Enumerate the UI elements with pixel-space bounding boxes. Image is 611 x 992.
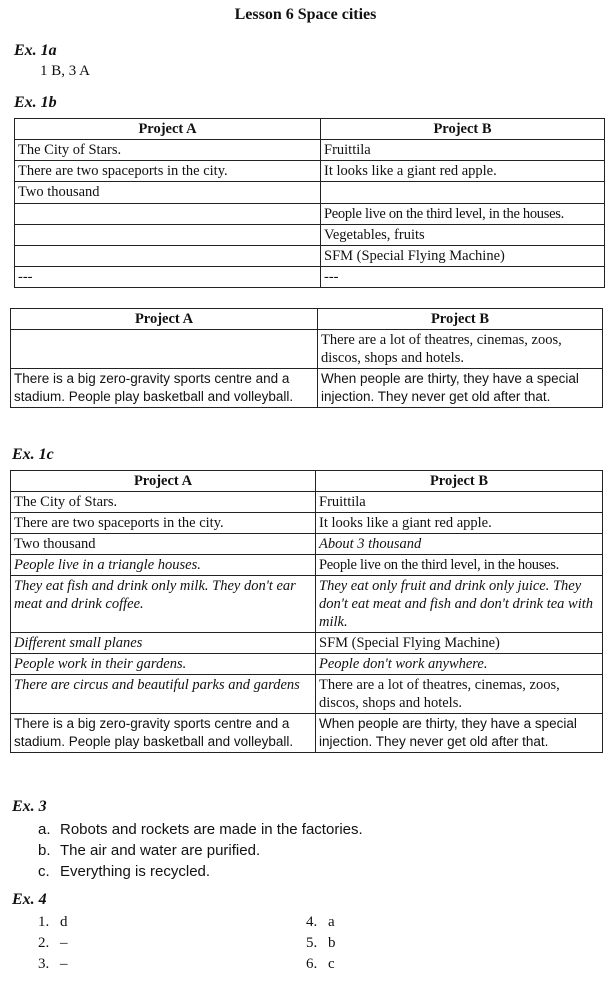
table-cell: There are circus and beautiful parks and gardens (11, 675, 316, 714)
table-cell: People live on the third level, in the houses. (316, 555, 603, 576)
answer-value: – (60, 935, 68, 951)
list-item-text: The air and water are purified. (60, 842, 261, 859)
table-header-row (15, 119, 605, 140)
list-marker: 2. (38, 935, 50, 951)
list-item (38, 861, 363, 882)
table-cell: The City of Stars. (11, 492, 316, 513)
list-item (306, 912, 336, 933)
answer-value: b (328, 935, 336, 951)
table-row (15, 246, 605, 267)
table-cell: When people are thirty, they have a special injection. They never get old after that. (318, 369, 603, 408)
list-item-text: Everything is recycled. (60, 863, 211, 880)
list-marker: 6. (306, 956, 318, 972)
table-cell: The City of Stars. (15, 140, 321, 161)
ex1a-label: Ex. 1a (14, 42, 57, 59)
table-cell: It looks like a giant red apple. (316, 513, 603, 534)
table-cell: People live in a triangle houses. (11, 555, 316, 576)
list-item (306, 933, 336, 954)
answer-value: d (60, 914, 68, 930)
table-cell: They eat only fruit and drink only juice. They don't eat meat and fish and don't drink tea with milk. (316, 576, 603, 633)
page-title: Lesson 6 Space cities (234, 6, 377, 23)
table-cell: There are two spaceports in the city. (11, 513, 316, 534)
ex4-label: Ex. 4 (12, 891, 47, 908)
table-row (11, 330, 603, 369)
table-cell: When people are thirty, they have a special injection. They never get old after that. (316, 714, 603, 753)
table-cell: People don't work anywhere. (316, 654, 603, 675)
list-item (38, 840, 363, 861)
list-marker: 1. (38, 914, 50, 930)
table-cell: SFM (Special Flying Machine) (321, 246, 605, 267)
table-cell (15, 204, 321, 225)
table-row (15, 225, 605, 246)
answer-value: a (328, 914, 335, 930)
list-item (38, 912, 68, 933)
table-cell: It looks like a giant red apple. (321, 161, 605, 182)
table-cell: Two thousand (15, 182, 321, 204)
column-header: Project A (15, 119, 321, 140)
table-row (11, 714, 603, 753)
ex1b-table-1 (14, 118, 605, 288)
table-cell: They eat fish and drink only milk. They don't ear meat and drink coffee. (11, 576, 316, 633)
ex1c-table (10, 470, 603, 753)
table-row (11, 369, 603, 408)
table-row (11, 576, 603, 633)
column-header: Project B (316, 471, 603, 492)
list-marker: c. (38, 863, 50, 880)
table-header-row (11, 471, 603, 492)
column-header: Project B (321, 119, 605, 140)
table-cell: About 3 thousand (316, 534, 603, 555)
table-cell: There are a lot of theatres, cinemas, zoos, discos, shops and hotels. (318, 330, 603, 369)
list-marker: b. (38, 842, 51, 859)
table-cell (11, 330, 318, 369)
table-row (15, 204, 605, 225)
table-row (15, 140, 605, 161)
list-item (306, 954, 336, 975)
list-item (38, 954, 68, 975)
table-cell: There is a big zero-gravity sports centre and a stadium. People play basketball and volleyball. (11, 714, 316, 753)
list-marker: 5. (306, 935, 318, 951)
table-cell: --- (15, 267, 321, 288)
column-header: Project A (11, 309, 318, 330)
ex1b-table-2 (10, 308, 603, 408)
ex4-right-column (306, 912, 336, 975)
table-row (15, 182, 605, 204)
column-header: Project B (318, 309, 603, 330)
ex1a-answer: 1 B, 3 A (40, 63, 91, 79)
list-marker: 3. (38, 956, 50, 972)
table-cell: There is a big zero-gravity sports centre and a stadium. People play basketball and volleyball. (11, 369, 318, 408)
table-row (11, 513, 603, 534)
table-cell: People live on the third level, in the houses. (321, 204, 605, 225)
table-cell: There are two spaceports in the city. (15, 161, 321, 182)
table-row (11, 633, 603, 654)
table-row (11, 492, 603, 513)
table-cell: Vegetables, fruits (321, 225, 605, 246)
table-cell: Different small planes (11, 633, 316, 654)
list-marker: 4. (306, 914, 318, 930)
table-row (11, 555, 603, 576)
answer-value: – (60, 956, 68, 972)
ex3-label: Ex. 3 (12, 798, 47, 815)
table-cell: Fruittila (316, 492, 603, 513)
table-cell: Two thousand (11, 534, 316, 555)
answer-value: c (328, 956, 335, 972)
ex3-list (38, 819, 363, 882)
table-cell (15, 246, 321, 267)
table-row (15, 161, 605, 182)
table-cell: Fruittila (321, 140, 605, 161)
table-row (15, 267, 605, 288)
list-item-text: Robots and rockets are made in the factories. (60, 821, 363, 838)
table-header-row (11, 309, 603, 330)
table-row (11, 534, 603, 555)
list-item (38, 819, 363, 840)
table-cell (15, 225, 321, 246)
table-cell: People work in their gardens. (11, 654, 316, 675)
list-marker: a. (38, 821, 51, 838)
table-cell: There are a lot of theatres, cinemas, zoos, discos, shops and hotels. (316, 675, 603, 714)
table-row (11, 654, 603, 675)
table-row (11, 675, 603, 714)
table-cell (321, 182, 605, 204)
column-header: Project A (11, 471, 316, 492)
ex1c-label: Ex. 1c (12, 446, 54, 463)
table-cell: SFM (Special Flying Machine) (316, 633, 603, 654)
ex1b-label: Ex. 1b (14, 94, 57, 111)
list-item (38, 933, 68, 954)
ex4-left-column (38, 912, 68, 975)
table-cell: --- (321, 267, 605, 288)
